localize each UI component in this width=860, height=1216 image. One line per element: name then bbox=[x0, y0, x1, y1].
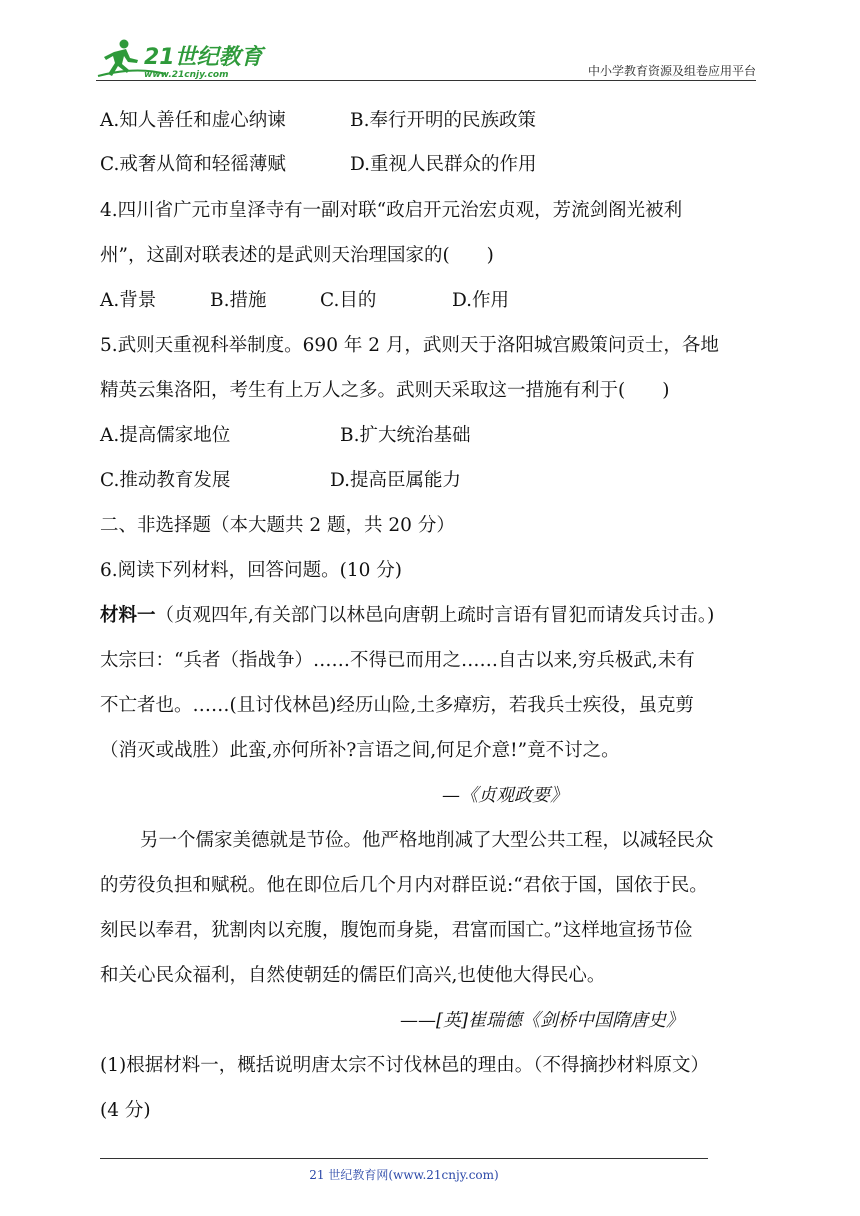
q4-option-b: B.措施 bbox=[210, 290, 267, 311]
q6-stem: 6.阅读下列材料，回答问题。(10 分) bbox=[100, 560, 403, 581]
footer-text: 21 世纪教育网(www.21cnjy.com) bbox=[309, 1168, 499, 1182]
q6-sub1-line2: (4 分) bbox=[100, 1100, 151, 1121]
material1-line1 bbox=[100, 607, 714, 626]
q5-option-d: D.提高臣属能力 bbox=[330, 470, 462, 491]
material2-source: ——[英]崔瑞德《剑桥中国隋唐史》 bbox=[400, 1010, 685, 1031]
material2-line4: 和关心民众福利，自然使朝廷的儒臣们高兴,也使他大得民心。 bbox=[100, 965, 606, 986]
material1-source: —《贞观政要》 bbox=[442, 785, 568, 806]
q4-option-a: A.背景 bbox=[100, 290, 157, 311]
material2-line3: 刻民以奉君，犹割肉以充腹，腹饱而身毙，君富而国亡。”这样地宣扬节俭 bbox=[100, 920, 693, 941]
footer-divider bbox=[100, 1158, 708, 1159]
material2-line1: 另一个儒家美德就是节俭。他严格地削减了大型公共工程，以减轻民众 bbox=[140, 830, 714, 851]
q3-option-d: D.重视人民群众的作用 bbox=[350, 154, 537, 175]
header-slogan: 中小学教育资源及组卷应用平台 bbox=[587, 64, 756, 78]
q3-option-a: A.知人善任和虚心纳谏 bbox=[100, 110, 286, 131]
q5-stem-line1: 5.武则天重视科举制度。690 年 2 月，武则天于洛阳城宫殿策问贡士，各地 bbox=[100, 335, 719, 356]
q5-option-a: A.提高儒家地位 bbox=[100, 425, 231, 446]
site-logo bbox=[96, 36, 266, 80]
q4-option-d: D.作用 bbox=[452, 290, 510, 311]
q4-option-c: C.目的 bbox=[320, 290, 377, 311]
q5-stem-line2: 精英云集洛阳，考生有上万人之多。武则天采取这一措施有利于( ) bbox=[100, 380, 670, 401]
section2-title: 二、非选择题（本大题共 2 题，共 20 分） bbox=[100, 515, 455, 536]
material1-label: 材料一 bbox=[100, 605, 156, 626]
material2-line2: 的劳役负担和赋税。他在即位后几个月内对群臣说:“君依于国，国依于民。 bbox=[100, 875, 708, 896]
q3-option-c: C.戒奢从简和轻徭薄赋 bbox=[100, 154, 286, 175]
logo-text: 21世纪教育 bbox=[144, 45, 263, 70]
material1-line3: 不亡者也。……(且讨伐林邑)经历山险,土多瘴疠，若我兵士疾役，虽克剪 bbox=[100, 695, 694, 716]
q6-sub1-line1: (1)根据材料一，概括说明唐太宗不讨伐林邑的理由。（不得摘抄材料原文） bbox=[100, 1055, 709, 1076]
header-divider bbox=[96, 80, 756, 81]
q4-stem-line1: 4.四川省广元市皇泽寺有一副对联“政启开元治宏贞观，芳流剑阁光被利 bbox=[100, 200, 683, 221]
q5-option-c: C.推动教育发展 bbox=[100, 470, 231, 491]
material1-line2: 太宗曰：“兵者（指战争）……不得已而用之……自古以来,穷兵极武,未有 bbox=[100, 650, 695, 671]
q5-option-b: B.扩大统治基础 bbox=[340, 425, 471, 446]
logo-url: www.21cnjy.com bbox=[144, 70, 229, 80]
q4-stem-line2: 州”，这副对联表述的是武则天治理国家的( ) bbox=[100, 245, 494, 266]
material1-line4: （消灭或战胜）此蛮,亦何所补?言语之间,何足介意!”竟不讨之。 bbox=[100, 740, 620, 761]
material1-line1-text: （贞观四年,有关部门以林邑向唐朝上疏时言语有冒犯而请发兵讨击。) bbox=[155, 605, 715, 626]
q3-option-b: B.奉行开明的民族政策 bbox=[350, 110, 536, 131]
